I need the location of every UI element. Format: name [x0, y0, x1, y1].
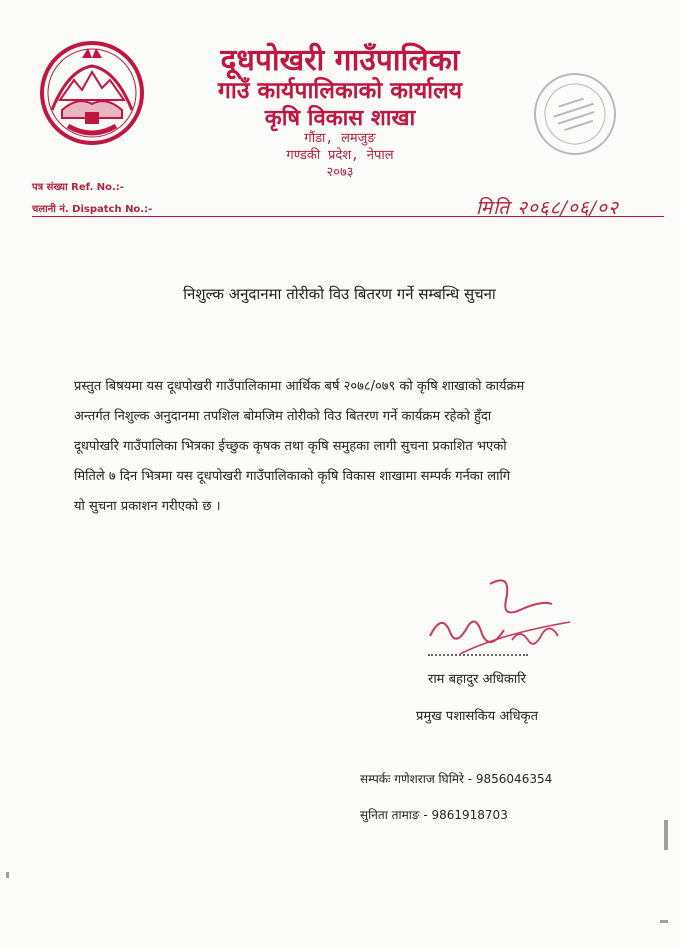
dispatch-number-label: चलानी नं. Dispatch No.:- [32, 204, 153, 215]
notice-body [74, 372, 614, 522]
body-line: यो सुचना प्रकाशन गरीएको छ । [74, 499, 221, 514]
body-line: प्रस्तुत बिषयमा यस दूधपोखरी गाउँपालिकामा आर्थिक बर्ष २०७८/०७९ को कृषि शाखाको कार्यक्रम [74, 379, 525, 394]
notice-subject: निशुल्क अनुदानमा तोरीको विउ बितरण गर्ने सम्बन्धि सुचना [183, 285, 496, 303]
scan-mark [660, 920, 668, 923]
signatory-name: राम बहादुर अधिकारि [428, 672, 526, 687]
body-line: मितिले ७ दिन भित्रमा यस दूधपोखरी गाउँपालिकाको कृषि विकास शाखामा सम्पर्क गर्नका लागि [74, 469, 511, 484]
address-line-1: गौंडा, लमजुङ [304, 131, 376, 146]
scan-mark [6, 872, 9, 878]
office-stamp-icon [516, 66, 634, 162]
office-title: दूधपोखरी गाउँपालिका [220, 43, 460, 78]
divider [32, 216, 664, 217]
signature-line [428, 654, 528, 656]
signature-icon [420, 574, 580, 664]
contact-line: सुनिता तामाङ - 9861918703 [360, 808, 508, 822]
handwritten-date: मिति २०६८/०६/०२ [476, 197, 619, 219]
body-line: अन्तर्गत निशुल्क अनुदानमा तपशिल बोमजिम तोरीको विउ बितरण गर्ने कार्यक्रम रहेको हुँदा [74, 409, 492, 424]
body-line: दूधपोखरि गाउँपालिका भित्रका ईच्छुक कृषक तथा कृषि समुहका लागी सुचना प्रकाशित भएको [74, 439, 507, 454]
scan-mark [664, 820, 668, 850]
signatory-designation: प्रमुख पशासकिय अधिकृत [416, 709, 539, 724]
reference-number-label: पत्र संख्या Ref. No.:- [32, 182, 124, 193]
section-title: कृषि विकास शाखा [264, 106, 416, 131]
address-line-3: २०७३ [326, 165, 354, 180]
office-subtitle: गाउँ कार्यपालिकाको कार्यालय [217, 78, 463, 104]
contact-line: सम्पर्कः गणेशराज घिमिरे - 9856046354 [360, 772, 553, 786]
nepal-emblem-icon [38, 40, 146, 146]
address-line-2: गण्डकी प्रदेश, नेपाल [286, 148, 394, 163]
